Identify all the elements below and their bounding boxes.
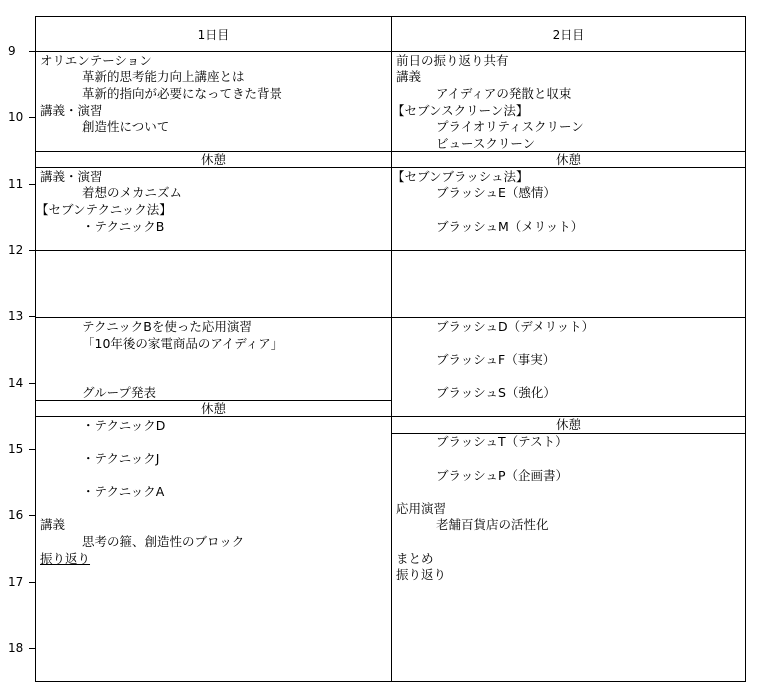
day1-item: ・テクニックB bbox=[82, 219, 165, 234]
day2-item: 振り返り bbox=[396, 567, 447, 582]
day1-item: グループ発表 bbox=[82, 385, 157, 400]
day2-item: アイディアの発散と収束 bbox=[436, 86, 572, 101]
day1-item: 思考の箍、創造性のブロック bbox=[82, 534, 245, 549]
day1-item: ・テクニックD bbox=[82, 418, 166, 433]
day2-header: 2日目 bbox=[552, 28, 585, 42]
day2-item: ブラッシュP（企画書） bbox=[436, 468, 569, 483]
day2-item: 応用演習 bbox=[396, 501, 447, 516]
day2-item: 講義 bbox=[396, 69, 422, 84]
header-rule bbox=[36, 51, 745, 52]
day1-item: 振り返り bbox=[40, 551, 91, 566]
hour-label: 9 bbox=[8, 44, 16, 58]
day1-item: 「10年後の家電商品のアイディア」 bbox=[82, 336, 284, 351]
hour-label: 13 bbox=[8, 309, 24, 323]
day2-item: 前日の振り返り共有 bbox=[396, 53, 509, 68]
day1-item: 着想のメカニズム bbox=[82, 185, 183, 200]
day2-item: ブラッシュT（テスト） bbox=[436, 434, 568, 449]
hour-label: 12 bbox=[8, 243, 24, 257]
hour-label: 15 bbox=[8, 442, 24, 456]
day2-break-rule bbox=[392, 167, 745, 168]
day1-item: 革新的指向が必要になってきた背景 bbox=[82, 86, 283, 101]
hour-label: 16 bbox=[8, 508, 24, 522]
day2-item: ブラッシュM（メリット） bbox=[436, 219, 584, 234]
day1-item: オリエンテーション bbox=[40, 53, 152, 68]
day1-item: 創造性について bbox=[82, 119, 170, 134]
hour-label: 11 bbox=[8, 177, 24, 191]
day2-break-label: 休憩 bbox=[555, 152, 581, 167]
day2-break-label: 休憩 bbox=[555, 417, 581, 432]
hour-label: 14 bbox=[8, 376, 24, 390]
schedule-table bbox=[35, 16, 746, 682]
day1-item: 【セブンテクニック法】 bbox=[36, 202, 172, 217]
day1-item: 講義・演習 bbox=[40, 103, 103, 118]
day1-item: ・テクニックJ bbox=[82, 451, 160, 466]
day2-item: ブラッシュD（デメリット） bbox=[436, 319, 595, 334]
day2-item: ビュースクリーン bbox=[436, 136, 536, 151]
day2-item: ブラッシュE（感情） bbox=[436, 185, 556, 200]
day2-item: ブラッシュF（事実） bbox=[436, 352, 556, 367]
hour-label: 17 bbox=[8, 575, 24, 589]
day1-break-rule bbox=[36, 416, 391, 417]
day1-break-label: 休憩 bbox=[200, 401, 226, 416]
day2-item: ブラッシュS（強化） bbox=[436, 385, 556, 400]
day1-item: ・テクニックA bbox=[82, 484, 165, 499]
day1-item: テクニックBを使った応用演習 bbox=[82, 319, 252, 334]
day1-item: 講義 bbox=[40, 517, 66, 532]
day1-item: 革新的思考能力向上講座とは bbox=[82, 69, 245, 84]
day2-row-rule bbox=[392, 250, 745, 251]
day2-item: 老舗百貨店の活性化 bbox=[436, 517, 549, 532]
day2-item: まとめ bbox=[396, 551, 434, 566]
day1-header: 1日目 bbox=[197, 28, 230, 42]
hour-label: 10 bbox=[8, 110, 24, 124]
day2-item: 【セブンブラッシュ法】 bbox=[392, 169, 529, 184]
day1-break-label: 休憩 bbox=[200, 152, 226, 167]
day1-row-rule bbox=[36, 317, 391, 318]
day2-item: 【セブンスクリーン法】 bbox=[392, 103, 529, 118]
day2-item: プライオリティスクリーン bbox=[436, 119, 584, 134]
day1-row-rule bbox=[36, 250, 391, 251]
hour-label: 18 bbox=[8, 641, 24, 655]
day2-row-rule bbox=[392, 317, 745, 318]
day1-break-rule bbox=[36, 167, 391, 168]
day1-item: 講義・演習 bbox=[40, 169, 103, 184]
